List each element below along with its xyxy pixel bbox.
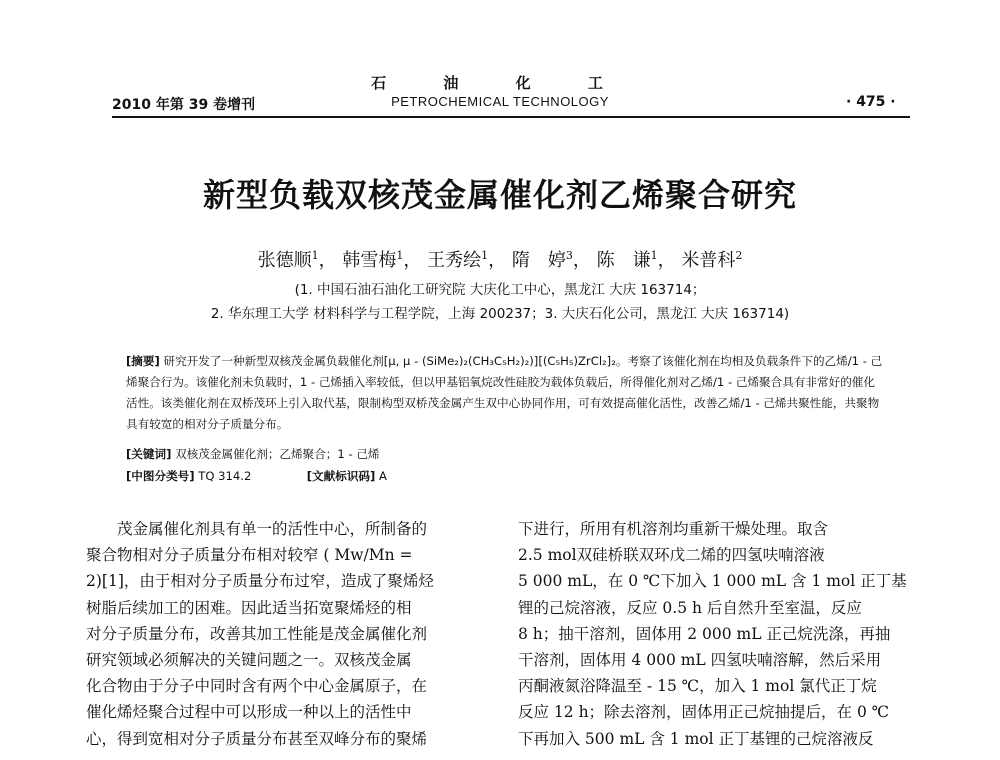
body-column-left (86, 516, 476, 752)
body-line: 心，得到宽相对分子质量分布甚至双峰分布的聚烯 (86, 729, 428, 748)
doc-code: A (379, 469, 387, 483)
clc-label: [中图分类号] (126, 469, 195, 483)
keywords-row (126, 446, 380, 462)
journal-title-cn: 石 油 化 工 (371, 74, 629, 92)
page-number: · 475 · (846, 94, 896, 110)
body-line: 催化烯烃聚合过程中可以形成一种以上的活性中 (86, 703, 412, 722)
body-line: 聚合物相对分子质量分布相对较窄 ( Mw/Mn = (86, 546, 413, 565)
header-rule (112, 116, 910, 118)
body-line: 茂金属催化剂具有单一的活性中心，所制备的 (86, 520, 428, 538)
author: 陈 谦$^1$ (596, 249, 658, 271)
body-column-right (518, 516, 908, 752)
author: 米普科$^2$ (681, 249, 743, 271)
abstract-label: [摘要] (126, 354, 160, 368)
author: 韩雪梅$^1$ (342, 249, 404, 271)
body-line: 干溶剂，固体用 4 000 mL 四氢呋喃溶解，然后采用 (518, 651, 882, 670)
affiliation-line-1: (1. 中国石油石油化工研究院 大庆化工中心，黑龙江 大庆 163714； (294, 282, 706, 298)
body-line: 研究领域必须解决的关键问题之一。双核茂金属 (86, 651, 412, 670)
doc-code-label: [文献标识码] (306, 469, 376, 483)
body-line: 化合物由于分子中同时含有两个中心金属原子，在 (86, 677, 428, 696)
body-line: 下再加入 500 mL 含 1 mol 正丁基锂的己烷溶液反 (518, 729, 874, 748)
issue-info: 2010 年第 39 卷增刊 (112, 97, 256, 113)
body-line: 树脂后续加工的困难。因此适当拓宽聚烯烃的相 (86, 598, 412, 617)
author: 张德顺$^1$ (257, 249, 319, 271)
body-line: 8 h；抽干溶剂，固体用 2 000 mL 正己烷洗涤，再抽 (518, 624, 891, 643)
body-line: 2)[1]，由于相对分子质量分布过窄，造成了聚烯烃 (86, 572, 434, 591)
abstract (126, 351, 886, 435)
affiliation-line-2: 2. 华东理工大学 材料科学与工程学院，上海 200237；3. 大庆石化公司，黑龙江 大庆 163714) (210, 306, 790, 322)
body-line: 锂的己烷溶液，反应 0.5 h 后自然升至室温，反应 (518, 598, 862, 617)
body-line: 丙酮液氮浴降温至 - 15 ℃，加入 1 mol 氯代正丁烷 (518, 677, 877, 696)
clc-code: TQ 314.2 (198, 469, 252, 483)
author-list: 张德顺$^1$， 韩雪梅$^1$， 王秀绘$^1$， 隋 婷$^3$， 陈 谦$^1$， 米普科$^2$ (257, 249, 743, 271)
body-line: 下进行，所用有机溶剂均重新干燥处理。取含 (518, 520, 829, 538)
journal-title-en: PETROCHEMICAL TECHNOLOGY (391, 94, 609, 109)
keywords-label: [关键词] (126, 447, 172, 461)
author: 隋 婷$^3$ (511, 249, 573, 271)
author: 王秀绘$^1$ (427, 249, 489, 271)
keywords-text: 双核茂金属催化剂；乙烯聚合；1 - 己烯 (175, 447, 380, 461)
abstract-text: 研究开发了一种新型双核茂金属负载催化剂[μ, μ - (SiMe₂)₂(CH₃C₅H₂)₂)][(C₅H₅)ZrCl₂]₂。考察了该催化剂在均相及负载条件下的乙烯/1 - 己烯聚合行为。该催化剂未负载时，1 - 己烯插入率较低，但以甲基铝氧烷改性硅胶为载体负载后，所得催化剂对乙烯/1 - 己烯聚合具有非常好的催化活性。该类催化剂在双桥茂环上引入取代基，限制构型双桥茂金属产生双中心协同作用，可有效提高催化活性，改善乙烯/1 - 己烯共聚性能，共聚物具有较宽的相对分子质量分布。 (126, 354, 883, 431)
body-line: 5 000 mL，在 0 ℃下加入 1 000 mL 含 1 mol 正丁基 (518, 572, 907, 591)
classification-row (126, 468, 387, 484)
body-line: 反应 12 h；除去溶剂，固体用正己烷抽提后，在 0 ℃ (518, 703, 890, 722)
article-title: 新型负载双核茂金属催化剂乙烯聚合研究 (202, 176, 797, 214)
body-line: 2.5 mol双硅桥联双环戊二烯的四氢呋喃溶液 (518, 546, 825, 565)
body-line: 对分子质量分布，改善其加工性能是茂金属催化剂 (86, 624, 428, 643)
